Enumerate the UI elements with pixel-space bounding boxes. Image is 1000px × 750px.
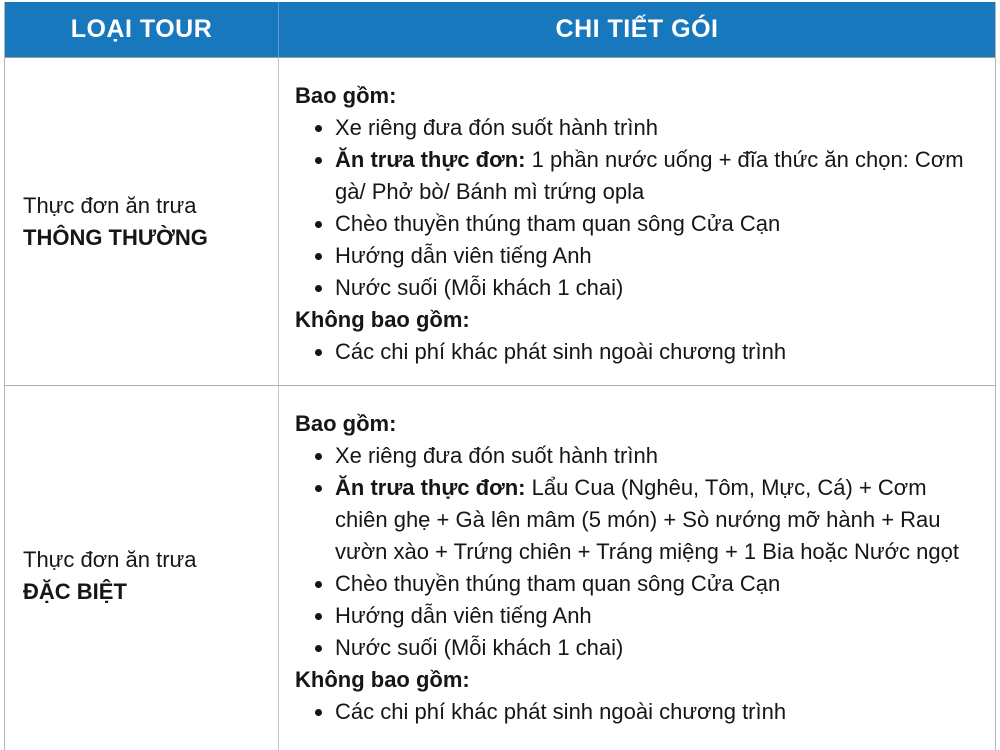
list-item-bold-prefix: Ăn trưa thực đơn:	[335, 147, 526, 172]
list-item	[295, 144, 987, 208]
package-detail-cell	[279, 386, 995, 750]
list-item-text: Hướng dẫn viên tiếng Anh	[335, 603, 592, 628]
header-loai-tour: LOẠI TOUR	[5, 2, 279, 57]
bullet-icon	[315, 125, 322, 132]
table-header-row	[5, 2, 995, 58]
tour-type-variant: THÔNG THƯỜNG	[23, 224, 208, 250]
bullet-icon	[315, 253, 322, 260]
list-item-text: Chèo thuyền thúng tham quan sông Cửa Cạn	[335, 571, 781, 596]
list-item-bold-prefix: Ăn trưa thực đơn:	[335, 475, 526, 500]
list-item-text-wrap	[335, 632, 983, 664]
list-item-text: Các chi phí khác phát sinh ngoài chương trình	[335, 699, 787, 724]
list-item-text-wrap	[335, 208, 983, 240]
list-item	[295, 568, 987, 600]
bullet-icon	[315, 485, 322, 492]
bullet-icon	[315, 709, 322, 716]
list-item	[295, 632, 987, 664]
list-item-text-wrap	[335, 568, 983, 600]
list-item-text: Hướng dẫn viên tiếng Anh	[335, 243, 592, 268]
header-chi-tiet-goi: CHI TIẾT GÓI	[555, 15, 719, 43]
list-item-text: Nước suối (Mỗi khách 1 chai)	[335, 635, 624, 660]
list-item-text: 1 phần nước uống + đĩa thức ăn chọn: Cơm gà/ Phở bò/ Bánh mì trứng opla	[335, 147, 964, 204]
bullet-icon	[315, 613, 322, 620]
list-item	[295, 240, 987, 272]
list-item	[295, 208, 987, 240]
list-item-text-wrap	[335, 272, 983, 304]
table-row	[5, 386, 995, 750]
list-item-text: Xe riêng đưa đón suốt hành trình	[335, 115, 658, 140]
list-item	[295, 336, 987, 368]
bullet-icon	[315, 349, 322, 356]
list-item-text: Xe riêng đưa đón suốt hành trình	[335, 443, 658, 468]
tour-type-cell	[5, 58, 279, 385]
list-item-text-wrap	[335, 600, 983, 632]
bullet-icon	[315, 453, 322, 460]
list-item	[295, 440, 987, 472]
list-item-text: Nước suối (Mỗi khách 1 chai)	[335, 275, 624, 300]
list-item-text-wrap	[335, 440, 983, 472]
list-item-text-wrap	[335, 336, 983, 368]
list-item-text: Chèo thuyền thúng tham quan sông Cửa Cạn	[335, 211, 781, 236]
bullet-icon	[315, 221, 322, 228]
list-item	[295, 600, 987, 632]
table-row	[5, 58, 995, 386]
tour-type-variant: ĐẶC BIỆT	[23, 578, 127, 604]
list-item	[295, 272, 987, 304]
list-item-text-wrap	[335, 144, 983, 208]
tour-type-name: Thực đơn ăn trưa	[23, 192, 197, 218]
excludes-label: Không bao gồm:	[295, 307, 470, 332]
excludes-label: Không bao gồm:	[295, 667, 470, 692]
list-item-text: Lẩu Cua (Nghêu, Tôm, Mực, Cá) + Cơm chiên ghẹ + Gà lên mâm (5 món) + Sò nướng mỡ hành + Rau vườn xào + Trứng chiên + Tráng miệng + 1 Bia hoặc Nước ngọt	[335, 475, 959, 564]
tour-package-table	[4, 2, 996, 750]
list-item-text-wrap	[335, 472, 983, 568]
bullet-icon	[315, 645, 322, 652]
list-item-text-wrap	[335, 240, 983, 272]
list-item	[295, 112, 987, 144]
list-item-text-wrap	[335, 112, 983, 144]
tour-type-cell	[5, 386, 279, 750]
list-item-text: Các chi phí khác phát sinh ngoài chương trình	[335, 339, 787, 364]
bullet-icon	[315, 157, 322, 164]
tour-type-name: Thực đơn ăn trưa	[23, 546, 197, 572]
bullet-icon	[315, 581, 322, 588]
includes-label: Bao gồm:	[295, 83, 397, 108]
bullet-icon	[315, 285, 322, 292]
list-item-text-wrap	[335, 696, 983, 728]
list-item	[295, 472, 987, 568]
list-item	[295, 696, 987, 728]
includes-label: Bao gồm:	[295, 411, 397, 436]
package-detail-cell	[279, 58, 995, 385]
